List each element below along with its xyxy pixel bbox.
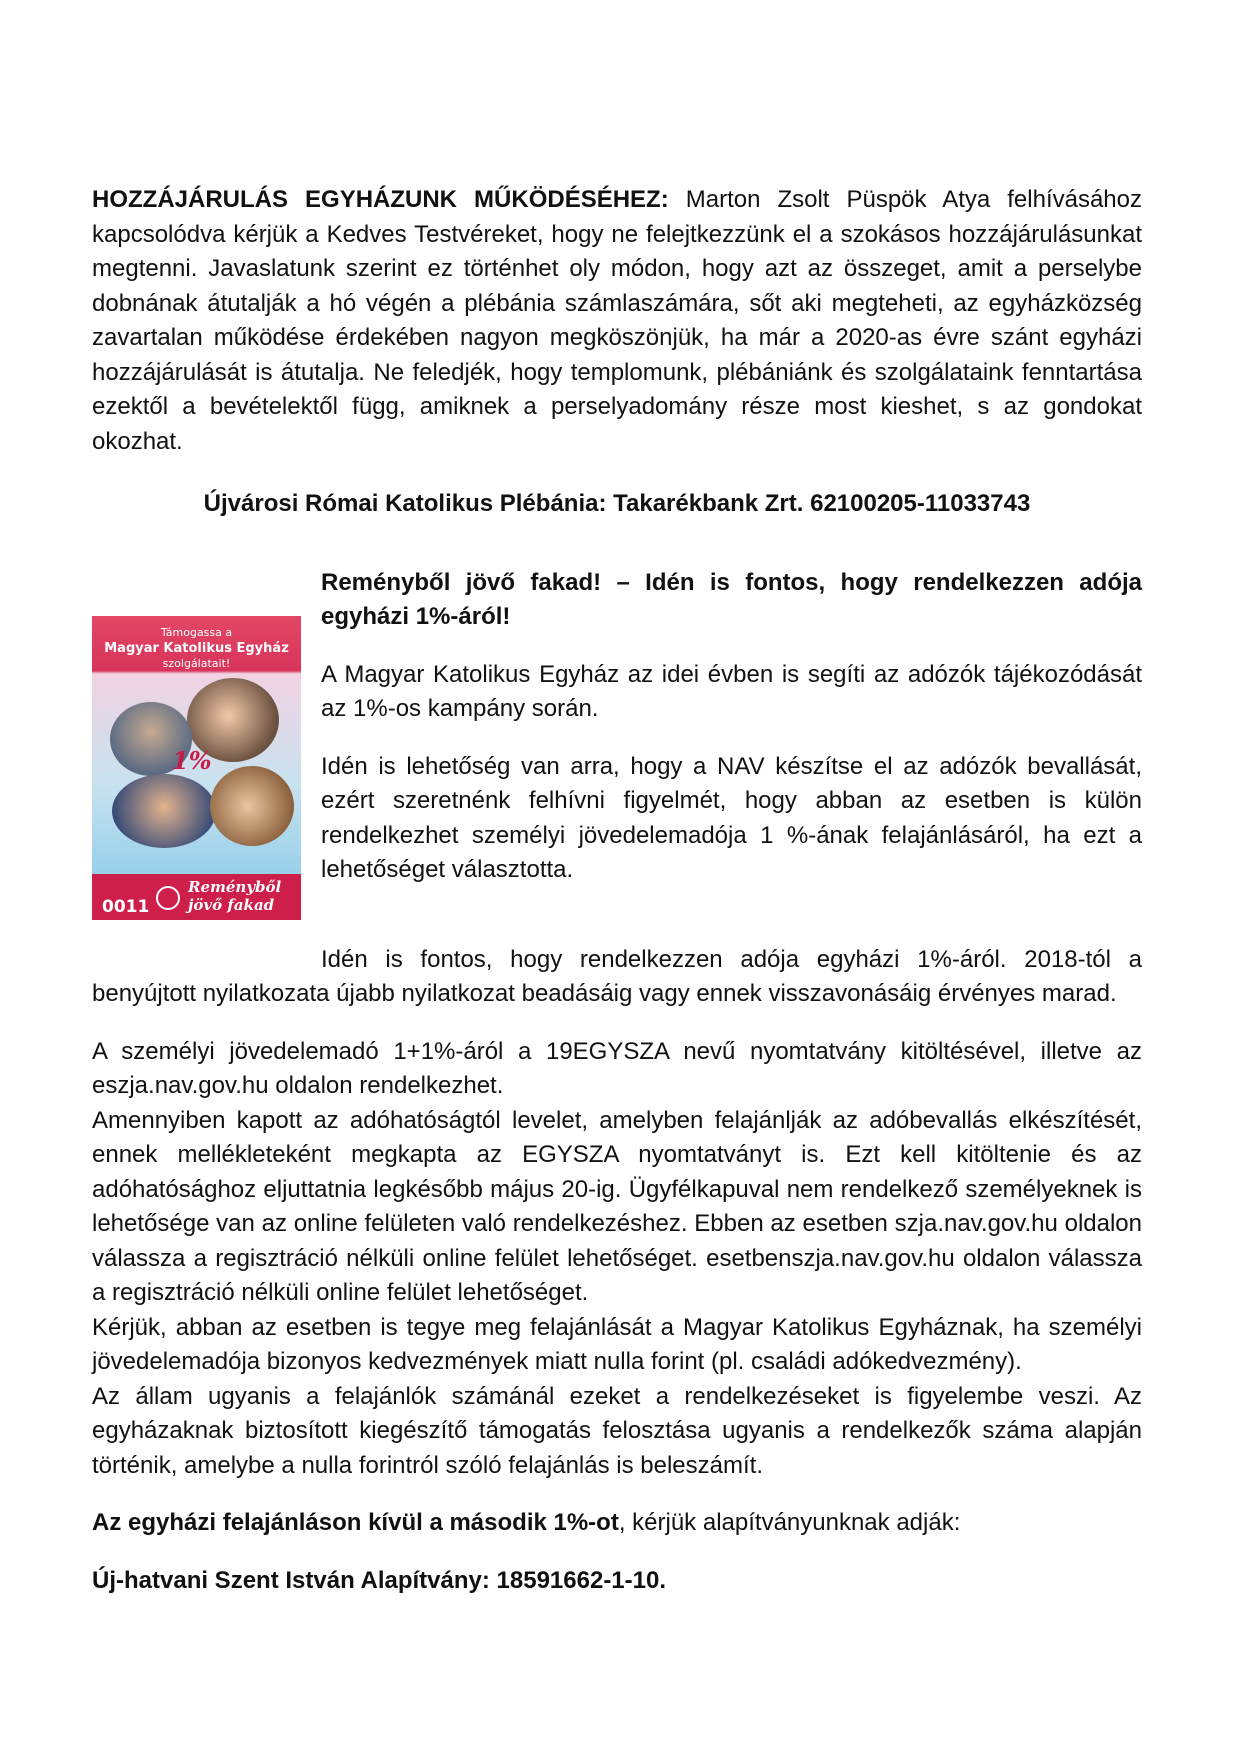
campaign-paragraph-1: A Magyar Katolikus Egyház az idei évben is segíti az adózók tájékozódását az 1%-os kampány során. [321,660,1142,722]
details-paragraph-2: Amennyiben kapott az adóhatóságtól levelet, amelyben felajánlják az adóbevallás elkészítését, ennek mellékleteként megkapta az EGYSZA nyomtatványt is. Ezt kell kitöltenie és az adóhatósághoz eljuttatnia legkésőbb május 20-ig. Ügyfélkapuval nem rendelkező személyeknek is lehetősége van az online felületen való rendelkezéshez. Ebben az esetben szja.nav.gov.hu oldalon válassza a regisztráció nélküli online felület lehetőséget. esetbenszja.nav.gov.hu oldalon válassza a regisztráció nélküli online felület lehetőséget. [92,1106,1142,1306]
contribution-body: Marton Zsolt Püspök Atya felhívásához kapcsolódva kérjük a Kedves Testvéreket, hogy ne felejtkezzünk el a szokásos hozzájárulásunkat megtenni. Javaslatunk szerint ez történhet oly módon, hogy azt az összeget, amit a perselybe dobnának átutalják a hó végén a plébánia számlaszámára, sőt aki megteheti, az egyházközség zavartalan működése érdekében nagyon megköszönjük, ha már a 2020-as évre szánt egyházi hozzájárulását is átutalja. Ne feledjék, hogy templomunk, plébániánk és szolgálataink fenntartása ezektől a bevételektől függ, amiknek a perselyadomány része most kieshet, s az gondokat okozhat. [92,186,1143,455]
poster-code: 0011 [102,896,150,917]
details-paragraph-1: A személyi jövedelemadó 1+1%-áról a 19EGYSZA nevű nyomtatvány kitöltésével, illetve az eszja.nav.gov.hu oldalon rendelkezhet. [92,1037,1142,1099]
poster-header [92,616,301,671]
poster-slogan [188,878,281,914]
contribution-heading: HOZZÁJÁRULÁS EGYHÁZUNK MŰKÖDÉSÉHEZ: [92,186,669,213]
church-seal-icon [156,886,180,910]
poster-footer [92,874,301,920]
second-percent-bold: Az egyházi felajánláson kívül a második 1%-ot [92,1509,619,1536]
campaign-poster-image [92,616,301,920]
poster-slogan-line1: Reményből [188,877,282,896]
foundation-line: Új-hatvani Szent István Alapítvány: 18591662-1-10. [92,1566,667,1594]
poster-line1: Támogassa a [160,625,233,639]
campaign-text [321,566,1142,920]
second-percent-request [92,1506,1142,1541]
contribution-paragraph [92,183,1142,459]
details-paragraph-4: Az állam ugyanis a felajánlók számánál ezeket a rendelkezéseket is figyelembe veszi. Az egyházaknak biztosított kiegészítő támogatás felosztása ugyanis a rendelkezők száma alapján történik, amelybe a nulla forintról szóló felajánlás is beleszámít. [92,1382,1142,1479]
poster-percent: 1% [172,745,212,775]
details-paragraph-3: Kérjük, abban az esetben is tegye meg felajánlását a Magyar Katolikus Egyháznak, ha személyi jövedelemadója bizonyos kedvezmények miatt nulla forint (pl. családi adókedvezmény). [92,1313,1142,1375]
poster-slogan-line2: jövő fakad [188,895,275,914]
campaign-headline: Reményből jövő fakad! – Idén is fontos, hogy rendelkezzen adója egyházi 1%-áról! [321,568,1142,630]
poster-photo-hands [210,766,294,846]
poster-line2: Magyar Katolikus Egyház [104,640,289,656]
campaign-section [92,566,1142,920]
document-page [92,183,1142,1598]
campaign-paragraph-2: Idén is lehetőség van arra, hogy a NAV készítse el az adózók bevallását, ezért szeretnénk felhívni figyelmét, hogy abban az esetben is külön rendelkezhet személyi jövedelemadója 1 %-ának felajánlásáról, ha ezt a lehetőséget választotta. [321,752,1142,883]
poster-line3: szolgálatait! [162,656,231,670]
bank-account-line: Újvárosi Római Katolikus Plébánia: Takarékbank Zrt. 62100205-11033743 [203,490,1031,517]
campaign-paragraph-3: Idén is fontos, hogy rendelkezzen adója egyházi 1%-áról. 2018-tól a benyújtott nyilatkozata újabb nyilatkozat beadásáig vagy ennek visszavonásáig érvényes marad. [92,945,1142,1007]
second-percent-rest: , kérjük alapítványunknak adják: [618,1509,961,1536]
poster-photo-children [112,774,216,848]
